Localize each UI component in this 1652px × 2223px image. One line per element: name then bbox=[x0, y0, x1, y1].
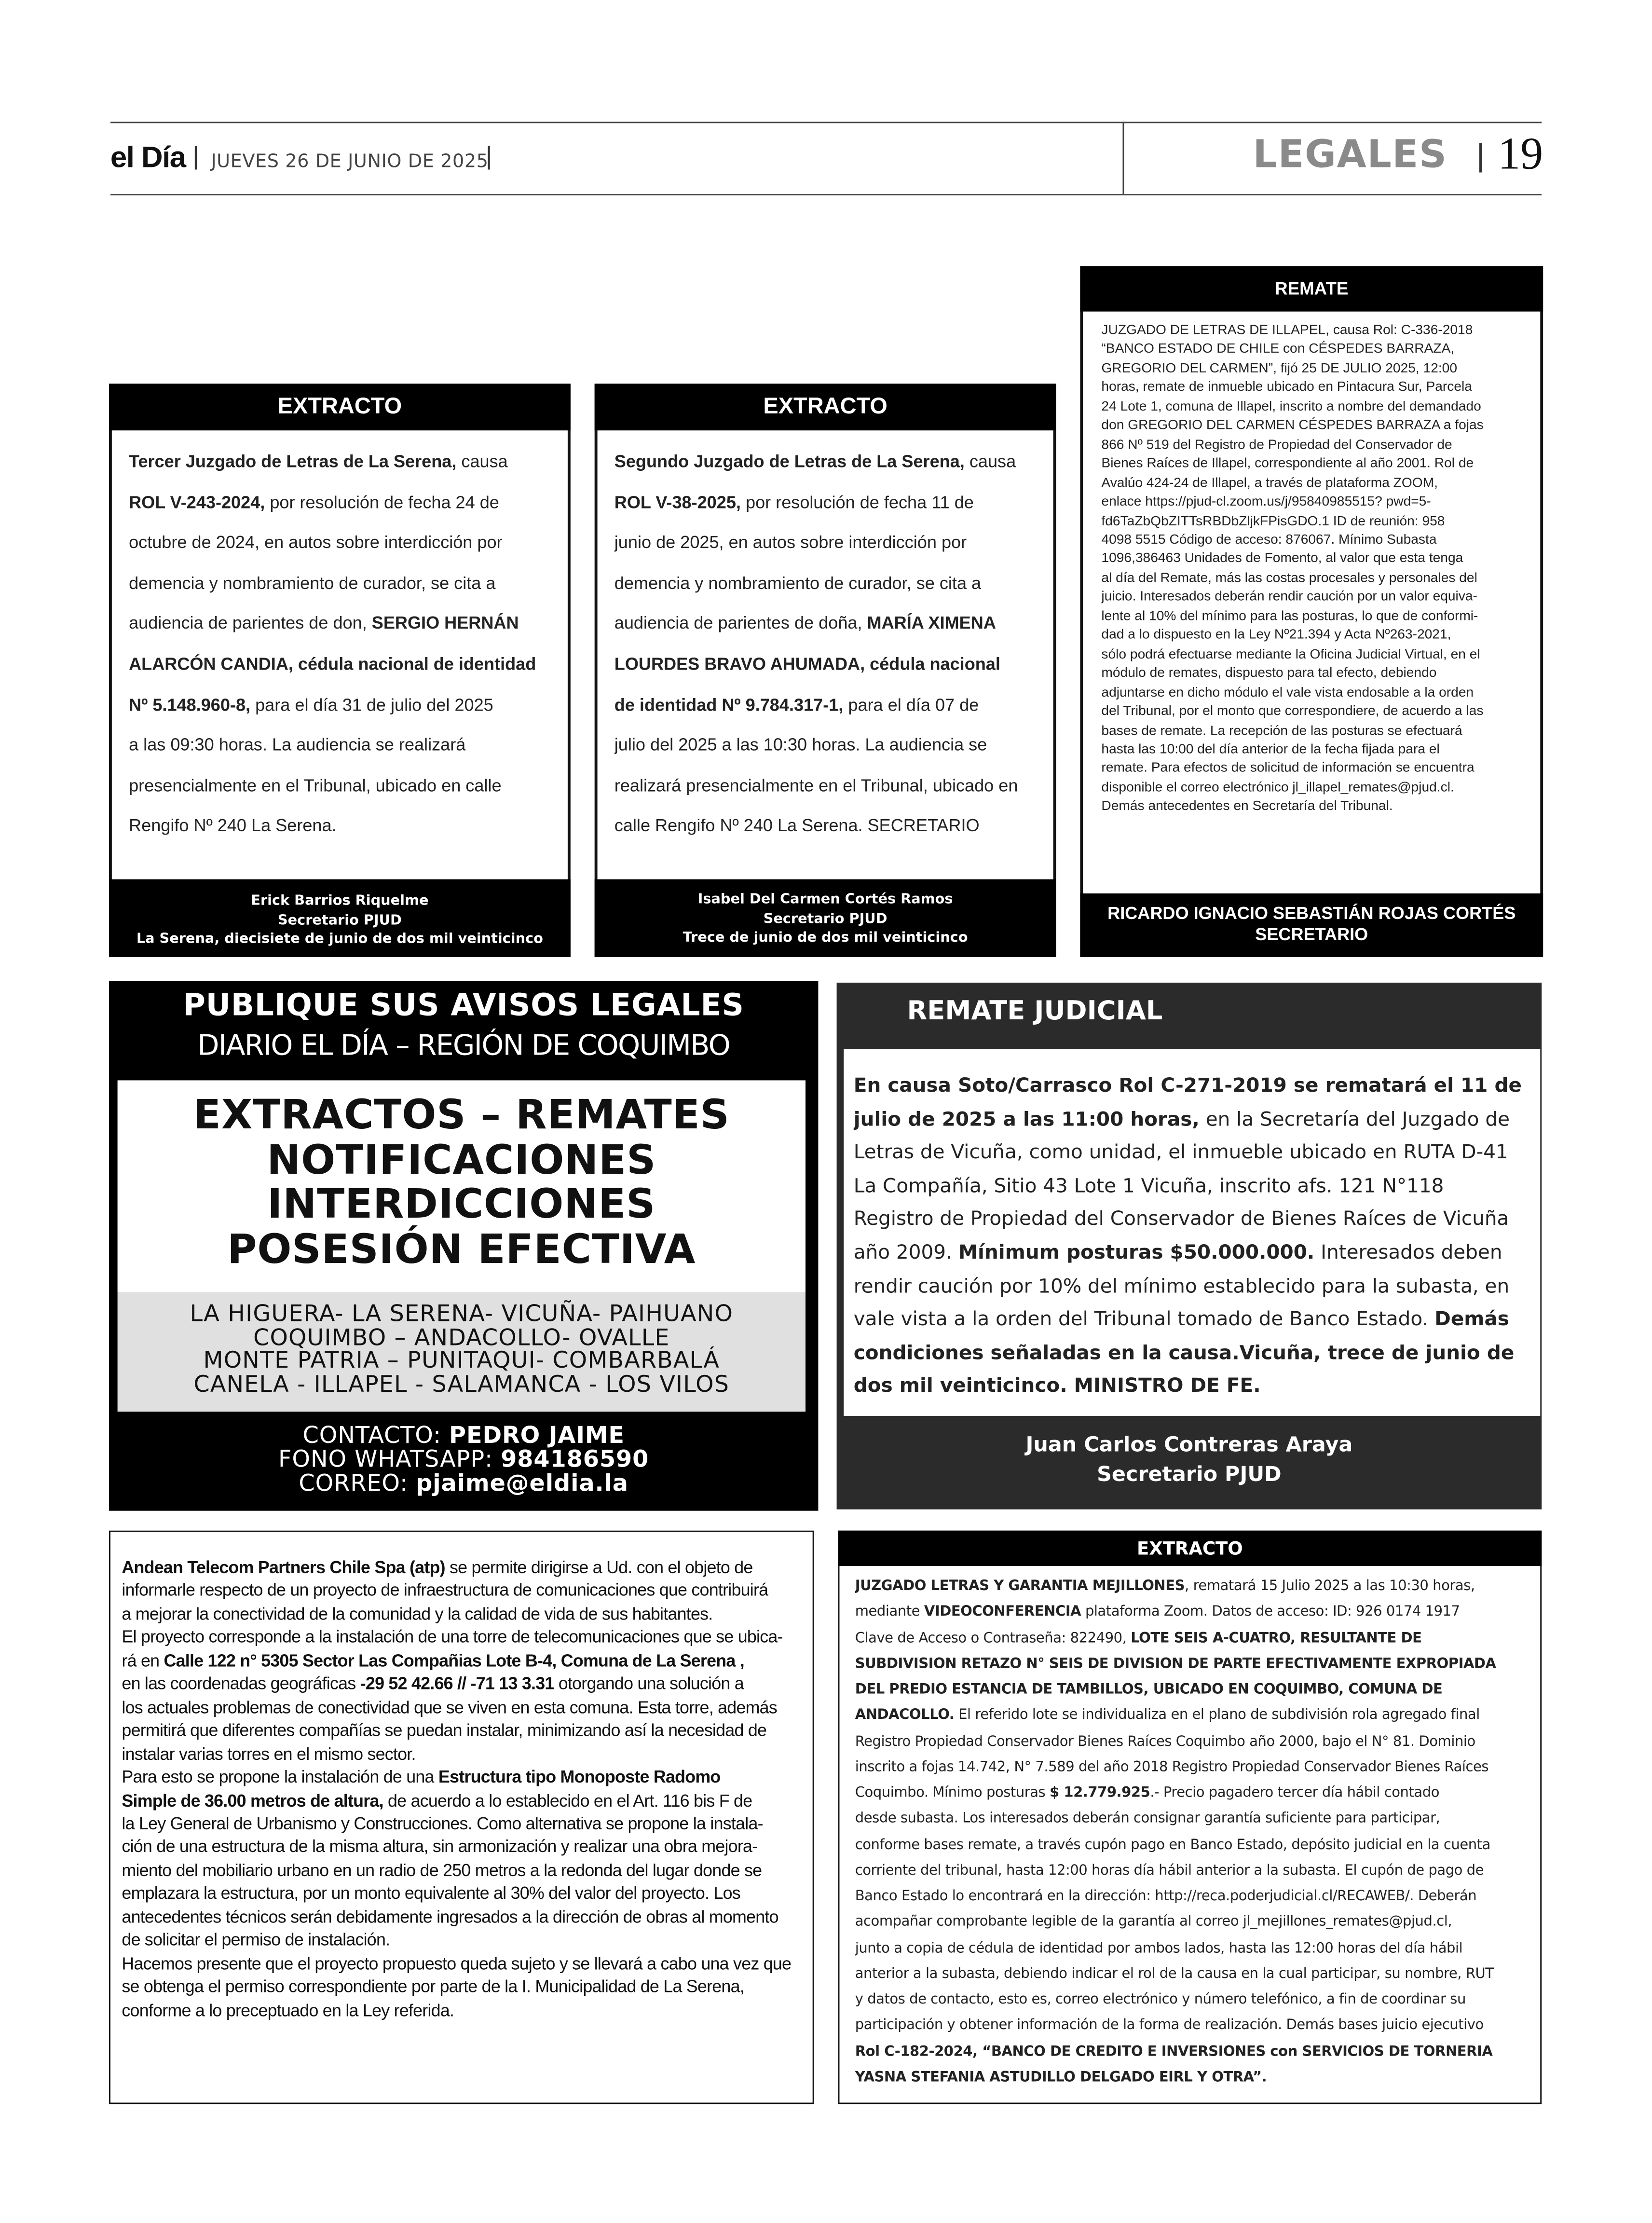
signature-line: La Serena, diecisiete de junio de dos mil veinticinco bbox=[136, 932, 543, 947]
text-run: calle Rengifo Nº 240 La Serena. SECRETARIO bbox=[614, 816, 980, 836]
bold-run: Nº 5.148.960-8, bbox=[129, 694, 251, 714]
header-separator: | bbox=[485, 141, 492, 170]
extracto-2-title: EXTRACTO bbox=[595, 384, 1056, 430]
text-run: vale vista a la orden del Tribunal tomado de Banco Estado. bbox=[853, 1308, 1435, 1331]
promo-category: EXTRACTOS – REMATES bbox=[193, 1091, 730, 1139]
section-title: LEGALES bbox=[1253, 133, 1447, 177]
text-line bbox=[855, 2014, 1526, 2040]
promo-phone-line: FONO WHATSAPP: 984186590 bbox=[278, 1446, 649, 1473]
text-line: JUZGADO DE LETRAS DE ILLAPEL, causa Rol: C-336-2018 bbox=[1101, 323, 1473, 339]
text-run: causa bbox=[964, 452, 1016, 472]
text-run: Letras de Vicuña, como unidad, el inmueble ubicado en RUTA D-41 bbox=[853, 1141, 1508, 1165]
bold-run: DEL PREDIO ESTANCIA DE TAMBILLOS, UBICADO EN COQUIMBO, COMUNA DE bbox=[855, 1682, 1443, 1698]
text-line bbox=[614, 766, 1037, 806]
text-line bbox=[122, 1906, 803, 1929]
text-line: hasta las 10:00 del día anterior de la fecha fijada para el bbox=[1101, 741, 1440, 758]
text-run: conforme a lo preceptuado en la Ley referida. bbox=[122, 2000, 454, 2020]
text-run: Banco Estado lo encontrará en la dirección: http://reca.poderjudicial.cl/RECAWEB/. Deberán bbox=[855, 1889, 1477, 1905]
text-line bbox=[614, 806, 1037, 847]
text-line bbox=[122, 1603, 803, 1626]
text-line bbox=[122, 1626, 803, 1649]
bold-run: -29 52 42.66 // -71 13 3.31 bbox=[360, 1674, 554, 1694]
text-line bbox=[122, 1976, 803, 1999]
text-run: otorgando una solución a bbox=[554, 1674, 744, 1694]
promo-towns bbox=[118, 1300, 806, 1397]
text-line bbox=[129, 604, 551, 644]
text-line bbox=[122, 1882, 803, 1906]
text-run: , rematará 15 Julio 2025 a las 10:30 horas, bbox=[1185, 1578, 1475, 1594]
text-line bbox=[122, 1673, 803, 1696]
header-separator: | bbox=[1476, 137, 1485, 173]
text-line bbox=[855, 1678, 1526, 1704]
text-run: desde subasta. Los interesados deberán consignar garantía suficiente para participar, bbox=[855, 1811, 1440, 1827]
remate-judicial-body bbox=[854, 1070, 1528, 1405]
promo-category: POSESIÓN EFECTIVA bbox=[227, 1225, 696, 1273]
extracto-2-body bbox=[614, 442, 1037, 852]
text-line bbox=[855, 1704, 1526, 1730]
signature-line: SECRETARIO bbox=[1255, 924, 1368, 945]
text-line bbox=[122, 1952, 803, 1975]
text-line bbox=[122, 1743, 803, 1766]
text-line bbox=[854, 1137, 1528, 1170]
text-run: a las 09:30 horas. La audiencia se realizará bbox=[129, 735, 466, 755]
text-line bbox=[854, 1237, 1528, 1271]
text-line: dad a lo dispuesto en la Ley Nº21.394 y Acta Nº263-2021, bbox=[1101, 627, 1451, 644]
text-line bbox=[855, 1988, 1526, 2014]
text-run: a mejorar la conectividad de la comunidad y la calidad de vida de sus habitantes. bbox=[122, 1604, 713, 1624]
bold-run: En causa Soto/Carrasco Rol C-271-2019 se rematará el 11 de bbox=[853, 1074, 1522, 1098]
text-run: mediante bbox=[855, 1605, 924, 1620]
text-run: demencia y nombramiento de curador, se cita a bbox=[614, 573, 982, 593]
text-line bbox=[122, 1766, 803, 1789]
text-line: lente al 10% del mínimo para las posturas, lo que de conformi- bbox=[1101, 608, 1478, 624]
text-line bbox=[854, 1171, 1528, 1204]
text-run: Registro Propiedad Conservador Bienes Raíces Coquimbo año 2000, bajo el N° 81. Dominio bbox=[855, 1733, 1475, 1750]
bold-run: LOURDES BRAVO AHUMADA, cédula nacional bbox=[614, 654, 1000, 674]
text-run: año 2009. bbox=[853, 1241, 958, 1264]
contact-name: PEDRO JAIME bbox=[449, 1421, 625, 1449]
text-line bbox=[129, 442, 551, 482]
text-line: 866 Nº 519 del Registro de Propiedad del Conservador de bbox=[1101, 437, 1452, 453]
text-line bbox=[855, 1807, 1526, 1833]
text-run: rendir caución por 10% del mínimo establecido para la subasta, en bbox=[853, 1275, 1510, 1298]
text-line bbox=[855, 1884, 1526, 1910]
bold-run: JUZGADO LETRAS Y GARANTIA MEJILLONES bbox=[855, 1578, 1185, 1594]
text-line bbox=[854, 1304, 1528, 1338]
promo-town-line: MONTE PATRIA – PUNITAQUI- COMBARBALÁ bbox=[203, 1346, 720, 1373]
text-run: la Ley General de Urbanismo y Construcciones. Como alternativa se propone la instala- bbox=[122, 1813, 763, 1834]
text-line bbox=[122, 1556, 803, 1579]
promo-contact-line: CONTACTO: PEDRO JAIME bbox=[302, 1421, 625, 1449]
text-run: corriente del tribunal, hasta 12:00 horas día hábil anterior a la subasta. El cupón de pago de bbox=[855, 1863, 1484, 1879]
bold-run: MARÍA XIMENA bbox=[867, 613, 996, 634]
text-line bbox=[855, 2065, 1526, 2091]
text-line bbox=[122, 1929, 803, 1952]
text-line bbox=[855, 1756, 1526, 1782]
text-run: de solicitar el permiso de instalación. bbox=[122, 1930, 390, 1950]
issue-date: JUEVES 26 DE JUNIO DE 2025 bbox=[211, 151, 489, 173]
bold-run: de identidad Nº 9.784.317-1, bbox=[614, 694, 844, 714]
text-line bbox=[854, 1104, 1528, 1137]
header-divider bbox=[1122, 122, 1124, 194]
text-line: fd6TaZbQbZITTsRBDbZljkFPisGDO.1 ID de reunión: 958 bbox=[1101, 513, 1445, 529]
bold-run: ANDACOLLO. bbox=[855, 1708, 955, 1724]
text-line bbox=[614, 442, 1037, 482]
text-line bbox=[614, 725, 1037, 766]
text-run: por resolución de fecha 24 de bbox=[265, 492, 499, 512]
bold-run: Demás bbox=[1434, 1308, 1509, 1331]
promo-headline: PUBLIQUE SUS AVISOS LEGALES bbox=[183, 988, 744, 1024]
signature-line: Isabel Del Carmen Cortés Ramos bbox=[697, 892, 953, 908]
text-run: Clave de Acceso o Contraseña: 822490, bbox=[855, 1630, 1131, 1646]
text-run: y datos de contacto, esto es, correo electrónico y número telefónico, a fin de coordinar su bbox=[855, 1992, 1466, 2008]
remate-judicial-title: REMATE JUDICIAL bbox=[907, 997, 1163, 1027]
promo-contact bbox=[109, 1423, 818, 1496]
bold-run: Calle 122 n° 5305 Sector Las Compañias Lote B-4, Comuna de La Serena , bbox=[164, 1650, 744, 1671]
contact-email: pjaime@eldia.la bbox=[416, 1470, 628, 1497]
text-run: Interesados deben bbox=[1314, 1241, 1502, 1264]
text-line bbox=[129, 766, 551, 806]
promo-town-line: COQUIMBO – ANDACOLLO- OVALLE bbox=[253, 1323, 670, 1350]
text-run: antecedentes técnicos serán debidamente ingresados a la dirección de obras al momento bbox=[122, 1907, 778, 1927]
text-line bbox=[854, 1338, 1528, 1371]
text-line bbox=[122, 1579, 803, 1603]
text-line: 4098 5515 Código de acceso: 876067. Mínimo Subasta bbox=[1101, 532, 1437, 548]
text-run: presencialmente en el Tribunal, ubicado en calle bbox=[129, 775, 502, 796]
bold-run: SUBDIVISION RETAZO N° SEIS DE DIVISION DE PARTE EFECTIVAMENTE EXPROPIADA bbox=[855, 1656, 1496, 1672]
header-bottom-rule bbox=[110, 194, 1542, 195]
text-run: los actuales problemas de conectividad que se viven en esta comuna. Esta torre, además bbox=[122, 1697, 777, 1717]
text-line bbox=[122, 1999, 803, 2022]
text-line: don GREGORIO DEL CARMEN CÉSPEDES BARRAZA a fojas bbox=[1101, 418, 1484, 434]
contact-phone: 984186590 bbox=[501, 1446, 649, 1473]
text-line bbox=[614, 563, 1037, 604]
bold-run: Mínimum posturas $50.000.000. bbox=[958, 1241, 1315, 1264]
bold-run: $ 12.779.925 bbox=[1049, 1785, 1150, 1801]
text-run: para el día 31 de julio del 2025 bbox=[250, 694, 493, 714]
text-line bbox=[129, 806, 551, 847]
text-run: junio de 2025, en autos sobre interdicción por bbox=[614, 533, 967, 553]
extracto-1-title: EXTRACTO bbox=[109, 384, 571, 430]
bold-run: Andean Telecom Partners Chile Spa (atp) bbox=[122, 1557, 445, 1578]
extracto-1-body bbox=[129, 442, 551, 852]
bold-run: VIDEOCONFERENCIA bbox=[924, 1605, 1081, 1620]
text-run: inscrito a fojas 14.742, N° 7.589 del año 2018 Registro Propiedad Conservador Bienes Raíces bbox=[855, 1759, 1489, 1775]
bold-run: LOTE SEIS A-CUATRO, RESULTANTE DE bbox=[1131, 1630, 1422, 1646]
text-line bbox=[614, 604, 1037, 644]
text-line: “BANCO ESTADO DE CHILE con CÉSPEDES BARRAZA, bbox=[1101, 342, 1455, 357]
text-line bbox=[855, 1652, 1526, 1678]
text-run: Hacemos presente que el proyecto propuesto queda sujeto y se llevará a cabo una vez que bbox=[122, 1953, 792, 1974]
text-run: La Compañía, Sitio 43 Lote 1 Vicuña, inscrito afs. 121 N°118 bbox=[853, 1175, 1444, 1198]
signature-line: Secretario PJUD bbox=[277, 912, 402, 928]
text-line bbox=[129, 725, 551, 766]
remate-body bbox=[1101, 321, 1520, 888]
text-line: del Tribunal, por el monto que correspondiere, de acuerdo a las bbox=[1101, 703, 1484, 720]
text-line bbox=[614, 482, 1037, 523]
bold-run: Estructura tipo Monoposte Radomo bbox=[438, 1767, 721, 1787]
text-line bbox=[855, 1859, 1526, 1885]
bold-run: ROL V-243-2024, bbox=[129, 492, 265, 512]
text-line: juicio. Interesados deberán rendir caución por un valor equiva- bbox=[1101, 589, 1477, 605]
header-separator: | bbox=[192, 141, 199, 170]
text-run: participación y obtener información de la forma de realización. Demás bases juicio ejecutivo bbox=[855, 2018, 1484, 2034]
promo-email-line: CORREO: pjaime@eldia.la bbox=[299, 1470, 628, 1497]
remate-title: REMATE bbox=[1080, 266, 1543, 312]
signature-line: RICARDO IGNACIO SEBASTIÁN ROJAS CORTÉS bbox=[1107, 903, 1516, 923]
text-line bbox=[129, 482, 551, 523]
text-line: GREGORIO DEL CARMEN”, fijó 25 DE JULIO 2025, 12:00 bbox=[1101, 361, 1458, 377]
text-line: enlace https://pjud-cl.zoom.us/j/95840985515? pwd=5- bbox=[1101, 494, 1431, 510]
text-line bbox=[855, 1781, 1526, 1807]
text-run: acompañar comprobante legible de la garantía al correo jl_mejillones_remates@pjud.cl, bbox=[855, 1914, 1452, 1931]
brand-logo: el Día bbox=[110, 141, 186, 175]
signature-line: Secretario PJUD bbox=[763, 911, 887, 927]
text-line: al día del Remate, más las costas procesales y personales del bbox=[1101, 570, 1477, 586]
text-line bbox=[129, 563, 551, 604]
signature-line: Erick Barrios Riquelme bbox=[251, 893, 429, 909]
text-run: Para esto se propone la instalación de una bbox=[122, 1767, 438, 1787]
bold-run: dos mil veinticinco. MINISTRO DE FE. bbox=[853, 1375, 1261, 1398]
text-run: Registro de Propiedad del Conservador de Bienes Raíces de Vicuña bbox=[853, 1208, 1509, 1231]
text-run: rá en bbox=[122, 1650, 164, 1671]
text-line: Demás antecedentes en Secretaría del Tribunal. bbox=[1101, 799, 1393, 815]
text-line bbox=[855, 1626, 1526, 1652]
bold-run: ROL V-38-2025, bbox=[614, 492, 741, 512]
text-line bbox=[614, 523, 1037, 563]
text-run: de acuerdo a lo establecido en el Art. 116 bis F de bbox=[383, 1790, 752, 1811]
text-run: en las coordenadas geográficas bbox=[122, 1674, 360, 1694]
text-line bbox=[129, 685, 551, 725]
promo-categories bbox=[118, 1093, 806, 1272]
extracto-3-title: EXTRACTO bbox=[838, 1531, 1542, 1566]
promo-category: NOTIFICACIONES bbox=[267, 1136, 656, 1183]
text-run: El proyecto corresponde a la instalación de una torre de telecomunicaciones que se ubica- bbox=[122, 1627, 783, 1647]
text-line bbox=[855, 1729, 1526, 1756]
text-run: anterior a la subasta, debiendo indicar el rol de la causa en la cual participar, su nombre, RUT bbox=[855, 1966, 1494, 1982]
text-line bbox=[854, 1204, 1528, 1237]
extracto-3-body bbox=[855, 1575, 1526, 2099]
text-line bbox=[854, 1371, 1528, 1404]
bold-run: ALARCÓN CANDIA, cédula nacional de identidad bbox=[129, 654, 536, 674]
bold-run: Segundo Juzgado de Letras de La Serena, bbox=[614, 452, 965, 472]
text-line bbox=[855, 1910, 1526, 1936]
bold-run: Simple de 36.00 metros de altura, bbox=[122, 1790, 383, 1811]
text-line bbox=[129, 644, 551, 685]
promo-town-line: CANELA - ILLAPEL - SALAMANCA - LOS VILOS bbox=[193, 1370, 730, 1397]
text-line bbox=[122, 1649, 803, 1673]
text-run: conforme bases remate, a través cupón pago en Banco Estado, depósito judicial en la cuenta bbox=[855, 1837, 1490, 1853]
text-line bbox=[855, 1962, 1526, 1988]
promo-category: INTERDICCIONES bbox=[267, 1180, 656, 1228]
text-line bbox=[855, 1833, 1526, 1859]
text-line: Bienes Raíces de Illapel, correspondiente al año 2001. Rol de bbox=[1101, 456, 1474, 472]
text-line: 1096,386463 Unidades de Fomento, al valor que esta tenga bbox=[1101, 551, 1463, 567]
text-line: 24 Lote 1, comuna de Illapel, inscrito a nombre del demandado bbox=[1101, 399, 1481, 415]
remate-judicial-signature bbox=[837, 1430, 1542, 1489]
text-run: instalar varias torres en el mismo sector. bbox=[122, 1743, 416, 1764]
signature-line: Juan Carlos Contreras Araya bbox=[1025, 1433, 1353, 1457]
signature-line: Trece de junio de dos mil veinticinco bbox=[683, 930, 968, 946]
remate-signature bbox=[1080, 893, 1543, 957]
text-run: permitirá que diferentes compañías se puedan instalar, minimizando así la necesidad de bbox=[122, 1720, 767, 1741]
text-run: Coquimbo. Mínimo posturas bbox=[855, 1785, 1050, 1801]
bold-run: Rol C-182-2024, “BANCO DE CREDITO E INVERSIONES con SERVICIOS DE TORNERIA bbox=[855, 2044, 1493, 2059]
text-run: julio del 2025 a las 10:30 horas. La audiencia se bbox=[614, 735, 987, 755]
text-line bbox=[129, 523, 551, 563]
bold-run: SERGIO HERNÁN bbox=[371, 613, 519, 634]
bold-run: julio de 2025 a las 11:00 horas, bbox=[853, 1108, 1200, 1131]
text-line bbox=[855, 1936, 1526, 1962]
text-line: sólo podrá efectuarse mediante la Oficina Judicial Virtual, en el bbox=[1101, 646, 1480, 662]
text-line bbox=[122, 1696, 803, 1719]
text-run: causa bbox=[456, 452, 508, 472]
text-line bbox=[855, 2040, 1526, 2066]
text-run: demencia y nombramiento de curador, se cita a bbox=[129, 573, 496, 593]
text-run: emplazara la estructura, por un monto equivalente al 30% del valor del proyecto. Los bbox=[122, 1883, 740, 1904]
text-run: Rengifo Nº 240 La Serena. bbox=[129, 816, 337, 836]
text-line bbox=[122, 1719, 803, 1743]
text-line: Avalúo 424-24 de Illapel, a través de plataforma ZOOM, bbox=[1101, 475, 1438, 491]
text-run: El referido lote se individualiza en el plano de subdivisión rola agregado final bbox=[954, 1708, 1480, 1724]
bold-run: Tercer Juzgado de Letras de La Serena, bbox=[129, 452, 457, 472]
text-line: horas, remate de inmueble ubicado en Pintacura Sur, Parcela bbox=[1101, 380, 1472, 396]
bold-run: YASNA STEFANIA ASTUDILLO DELGADO EIRL Y OTRA”. bbox=[855, 2070, 1267, 2086]
signature-line: Secretario PJUD bbox=[1097, 1462, 1282, 1487]
text-run: audiencia de parientes de don, bbox=[129, 613, 372, 634]
text-run: se obtenga el permiso correspondiente por parte de la I. Municipalidad de La Serena, bbox=[122, 1976, 744, 1997]
promo-subheadline: DIARIO EL DÍA – REGIÓN DE COQUIMBO bbox=[197, 1028, 730, 1062]
text-line bbox=[614, 644, 1037, 685]
bold-run: condiciones señaladas en la causa.Vicuña, trece de junio de bbox=[853, 1342, 1515, 1365]
text-line bbox=[122, 1836, 803, 1859]
text-run: por resolución de fecha 11 de bbox=[740, 492, 974, 512]
text-line bbox=[122, 1859, 803, 1882]
text-run: realizará presencialmente en el Tribunal, ubicado en bbox=[614, 775, 1018, 796]
text-run: junto a copia de cédula de identidad por ambos lados, hasta las 12:00 horas del día hábil bbox=[855, 1940, 1463, 1956]
text-line: disponible el correo electrónico jl_illapel_remates@pjud.cl. bbox=[1101, 780, 1454, 796]
extracto-2-signature bbox=[595, 879, 1056, 957]
promo-town-line: LA HIGUERA- LA SERENA- VICUÑA- PAIHUANO bbox=[190, 1300, 734, 1327]
text-run: en la Secretaría del Juzgado de bbox=[1199, 1108, 1510, 1131]
text-line bbox=[122, 1812, 803, 1836]
text-line bbox=[855, 1575, 1526, 1601]
text-run: informarle respecto de un proyecto de infraestructura de comunicaciones que contribuirá bbox=[122, 1580, 768, 1601]
text-line: adjuntarse en dicho módulo el vale vista endosable a la orden bbox=[1101, 685, 1474, 700]
text-run: miento del mobiliario urbano en un radio de 250 metros a la redonda del lugar donde se bbox=[122, 1860, 762, 1880]
text-run: ción de una estructura de la misma altura, sin armonización y realizar una obra mejora- bbox=[122, 1837, 758, 1857]
text-run: para el día 07 de bbox=[843, 694, 979, 714]
andean-notice-body bbox=[122, 1556, 803, 2087]
text-line: bases de remate. La recepción de las posturas se efectuará bbox=[1101, 723, 1462, 739]
text-line bbox=[122, 1789, 803, 1812]
page-number: 19 bbox=[1498, 127, 1543, 178]
text-line bbox=[614, 685, 1037, 725]
text-line: módulo de remates, dispuesto para tal efecto, debiendo bbox=[1101, 665, 1437, 682]
text-run: audiencia de parientes de doña, bbox=[614, 613, 867, 634]
extracto-1-signature bbox=[109, 879, 571, 957]
header-top-rule bbox=[110, 122, 1542, 123]
text-line bbox=[855, 1600, 1526, 1626]
text-run: se permite dirigirse a Ud. con el objeto de bbox=[445, 1557, 753, 1578]
text-line: remate. Para efectos de solicitud de información se encuentra bbox=[1101, 761, 1475, 777]
text-run: plataforma Zoom. Datos de acceso: ID: 926 0174 1917 bbox=[1081, 1605, 1460, 1620]
text-line bbox=[854, 1070, 1528, 1104]
text-run: .- Precio pagadero tercer día hábil contado bbox=[1150, 1785, 1440, 1801]
text-line bbox=[854, 1271, 1528, 1304]
text-run: octubre de 2024, en autos sobre interdicción por bbox=[129, 533, 503, 553]
